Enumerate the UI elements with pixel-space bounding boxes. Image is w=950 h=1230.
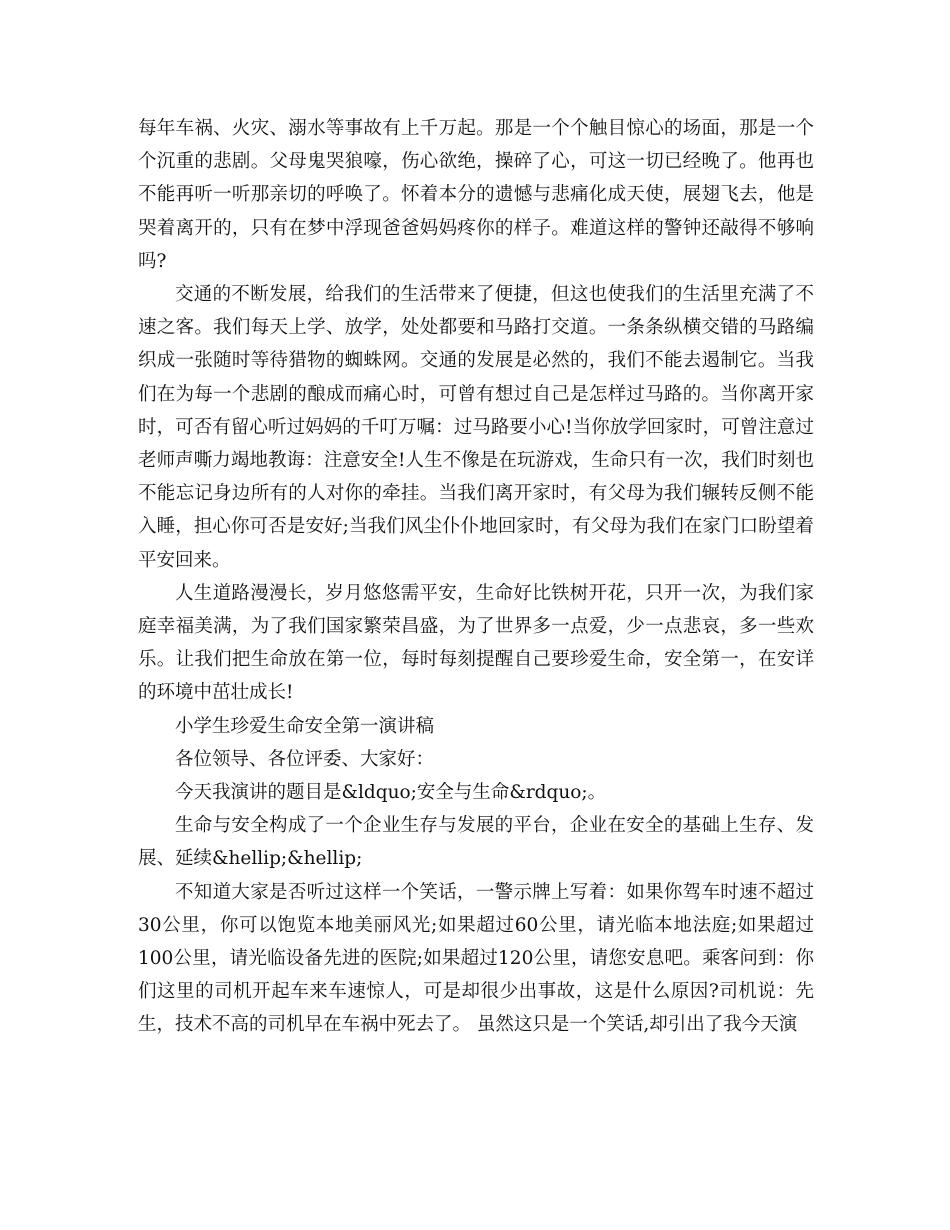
paragraph-life-and-safety: 生命与安全构成了一个企业生存与发展的平台，企业在安全的基础上生存、发展、延续&hellip;&hellip; [138, 815, 814, 870]
paragraph-cherish-life: 人生道路漫漫长，岁月悠悠需平安，生命好比铁树开花，只开一次，为我们家庭幸福美满，为了我们国家繁荣昌盛，为了世界多一点爱，少一点悲哀，多一些欢乐。让我们把生命放在第一位，每时每刻提醒自己要珍爱生命，安全第一，在安详的环境中茁壮成长! [138, 582, 814, 704]
paragraph-traffic-development: 交通的不断发展，给我们的生活带来了便捷，但这也使我们的生活里充满了不速之客。我们每天上学、放学，处处都要和马路打交道。一条条纵横交错的马路编织成一张随时等待猎物的蜘蛛网。交通的发展是必然的，我们不能去遏制它。当我们在为每一个悲剧的酿成而痛心时，可曾有想过自己是怎样过马路的。当你离开家时，可否有留心听过妈妈的千叮万嘱：过马路要小心!当你放学回家时，可曾注意过老师声嘶力竭地教诲：注意安全!人生不像是在玩游戏，生命只有一次，我们时刻也不能忘记身边所有的人对你的牵挂。当我们离开家时，有父母为我们辗转反侧不能入睡，担心你可否是安好;当我们风尘仆仆地回家时，有父母为我们在家门口盼望着平安回来。 [138, 284, 814, 571]
speech-title: 小学生珍爱生命安全第一演讲稿 [175, 715, 435, 737]
paragraph-accident-statistics: 每年车祸、火灾、溺水等事故有上千万起。那是一个个触目惊心的场面，那是一个个沉重的悲剧。父母鬼哭狼嚎，伤心欲绝，操碎了心，可这一切已经晚了。他再也不能再听一听那亲切的呼唤了。怀着本分的遗憾与悲痛化成天使，展翅飞去，他是哭着离开的，只有在梦中浮现爸爸妈妈疼你的样子。难道这样的警钟还敲得不够响吗? [138, 118, 814, 272]
paragraph-joke: 不知道大家是否听过这样一个笑话，一警示牌上写着：如果你驾车时速不超过30公里，你可以饱览本地美丽风光;如果超过60公里，请光临本地法庭;如果超过100公里，请光临设备先进的医院;如果超过120公里，请您安息吧。乘客问到：你们这里的司机开起车来车速惊人，可是却很少出事故，这是什么原因?司机说：先生，技术不高的司机早在车祸中死去了。 虽然这只是一个笑话,却引出了我今天演 [138, 881, 814, 1036]
document-body [138, 112, 814, 1042]
speech-topic: 今天我演讲的题目是&ldquo;安全与生命&rdquo;。 [175, 782, 607, 804]
speech-greeting: 各位领导、各位评委、大家好： [175, 748, 435, 770]
